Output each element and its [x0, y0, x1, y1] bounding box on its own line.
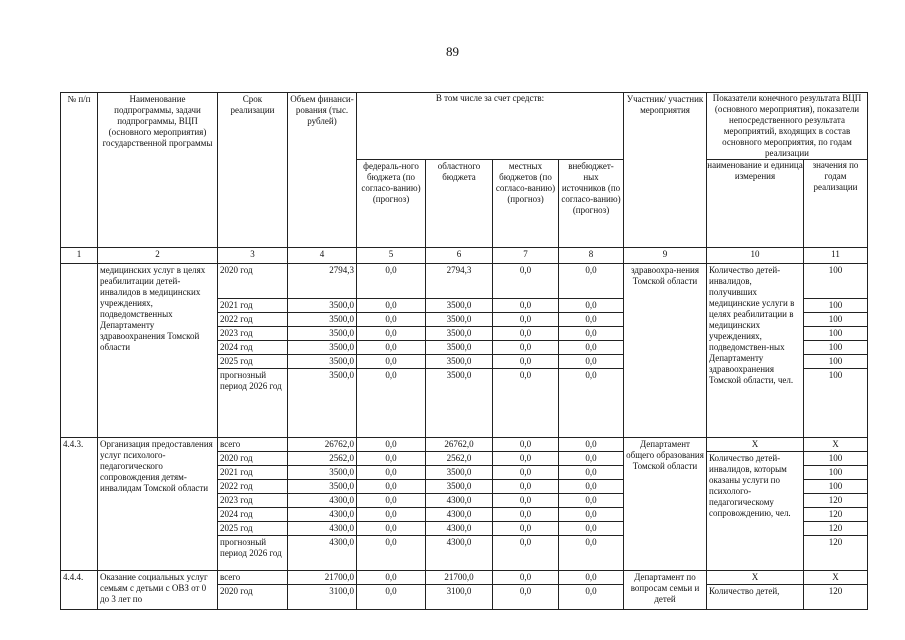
- row-number: 4.4.4.: [61, 571, 98, 610]
- period-cell: 2022 год: [218, 480, 288, 494]
- col-number: 5: [357, 248, 426, 264]
- row-number: 4.4.3.: [61, 438, 98, 571]
- federal-cell: 0,0: [357, 264, 426, 299]
- local-cell: 0,0: [493, 313, 559, 327]
- header-extra: внебюджет-ных источников (по согласо-ванию) (прогноз): [559, 160, 624, 248]
- volume-cell: 4300,0: [288, 508, 357, 522]
- header-indicators: Показатели конечного результата ВЦП (основного мероприятия), показатели непосредственного результата мероприятий, входящих в состав основного мероприятия, по годам реализации: [707, 93, 868, 160]
- period-cell: 2023 год: [218, 327, 288, 341]
- period-cell: 2020 год: [218, 452, 288, 466]
- volume-cell: 4300,0: [288, 536, 357, 571]
- local-cell: 0,0: [493, 466, 559, 480]
- indicator-value: 100: [804, 369, 868, 438]
- regional-cell: 26762,0: [426, 438, 493, 452]
- federal-cell: 0,0: [357, 494, 426, 508]
- federal-cell: 0,0: [357, 536, 426, 571]
- col-number: 7: [493, 248, 559, 264]
- period-cell: 2021 год: [218, 466, 288, 480]
- volume-cell: 4300,0: [288, 522, 357, 536]
- item-name: медицинских услуг в целях реабилитации детей-инвалидов в медицинских учреждениях, подведомственных Департаменту здравоохранения Томской области: [98, 264, 218, 438]
- local-cell: 0,0: [493, 355, 559, 369]
- regional-cell: 4300,0: [426, 522, 493, 536]
- local-cell: 0,0: [493, 452, 559, 466]
- regional-cell: 3500,0: [426, 480, 493, 494]
- regional-cell: 2794,3: [426, 264, 493, 299]
- period-cell: 2025 год: [218, 522, 288, 536]
- volume-cell: 3500,0: [288, 299, 357, 313]
- col-number: 1: [61, 248, 98, 264]
- regional-cell: 3500,0: [426, 355, 493, 369]
- program-table: [60, 92, 868, 610]
- federal-cell: 0,0: [357, 522, 426, 536]
- regional-cell: 4300,0: [426, 508, 493, 522]
- indicator-name: Х: [707, 438, 804, 452]
- indicator-name: Количество детей-инвалидов, которым оказаны услуги по психолого-педагогическому сопровождению, чел.: [707, 452, 804, 571]
- extra-cell: 0,0: [559, 494, 624, 508]
- regional-cell: 3500,0: [426, 327, 493, 341]
- local-cell: 0,0: [493, 341, 559, 355]
- period-cell: 2024 год: [218, 341, 288, 355]
- indicator-value: Х: [804, 571, 868, 585]
- header-including: В том числе за счет средств:: [357, 93, 624, 160]
- regional-cell: 3500,0: [426, 313, 493, 327]
- header-name: Наименование подпрограммы, задачи подпрограммы, ВЦП (основного мероприятия) государственной программы: [98, 93, 218, 248]
- col-number: 11: [804, 248, 868, 264]
- table-row: [61, 264, 868, 299]
- regional-cell: 3500,0: [426, 299, 493, 313]
- header-regional: областного бюджета: [426, 160, 493, 248]
- row-number: [61, 264, 98, 438]
- volume-cell: 3500,0: [288, 355, 357, 369]
- header-volume: Объем финанси-рования (тыс. рублей): [288, 93, 357, 248]
- participant-cell: Департамент по вопросам семьи и детей: [624, 571, 707, 610]
- local-cell: 0,0: [493, 438, 559, 452]
- indicator-value: 120: [804, 508, 868, 522]
- period-cell: 2020 год: [218, 585, 288, 610]
- extra-cell: 0,0: [559, 585, 624, 610]
- header-local: местных бюджетов (по согласо-ванию) (прогноз): [493, 160, 559, 248]
- volume-cell: 3500,0: [288, 313, 357, 327]
- extra-cell: 0,0: [559, 313, 624, 327]
- indicator-value: 100: [804, 480, 868, 494]
- local-cell: 0,0: [493, 327, 559, 341]
- period-cell: прогнозный период 2026 год: [218, 369, 288, 438]
- extra-cell: 0,0: [559, 522, 624, 536]
- federal-cell: 0,0: [357, 369, 426, 438]
- local-cell: 0,0: [493, 536, 559, 571]
- federal-cell: 0,0: [357, 452, 426, 466]
- indicator-value: 100: [804, 452, 868, 466]
- indicator-value: 120: [804, 585, 868, 610]
- col-number: 8: [559, 248, 624, 264]
- federal-cell: 0,0: [357, 585, 426, 610]
- participant-cell: здравоохра-нения Томской области: [624, 264, 707, 438]
- indicator-name: Количество детей,: [707, 585, 804, 610]
- indicator-value: 100: [804, 466, 868, 480]
- period-cell: 2020 год: [218, 264, 288, 299]
- regional-cell: 21700,0: [426, 571, 493, 585]
- col-number: 9: [624, 248, 707, 264]
- volume-cell: 3500,0: [288, 341, 357, 355]
- column-numbers-row: [61, 248, 868, 264]
- participant-cell: Департамент общего образования Томской области: [624, 438, 707, 571]
- extra-cell: 0,0: [559, 327, 624, 341]
- header-ind-values: значения по годам реализации: [804, 160, 868, 248]
- period-cell: всего: [218, 438, 288, 452]
- federal-cell: 0,0: [357, 299, 426, 313]
- period-cell: прогнозный период 2026 год: [218, 536, 288, 571]
- regional-cell: 2562,0: [426, 452, 493, 466]
- header-participant: Участник/ участник мероприятия: [624, 93, 707, 248]
- regional-cell: 3500,0: [426, 466, 493, 480]
- federal-cell: 0,0: [357, 327, 426, 341]
- period-cell: 2023 год: [218, 494, 288, 508]
- indicator-value: 120: [804, 536, 868, 571]
- volume-cell: 26762,0: [288, 438, 357, 452]
- regional-cell: 3500,0: [426, 369, 493, 438]
- federal-cell: 0,0: [357, 480, 426, 494]
- period-cell: 2021 год: [218, 299, 288, 313]
- indicator-value: 100: [804, 355, 868, 369]
- item-name: Оказание социальных услуг семьям с детьми с ОВЗ от 0 до 3 лет по: [98, 571, 218, 610]
- col-number: 10: [707, 248, 804, 264]
- header-period: Срок реализации: [218, 93, 288, 248]
- extra-cell: 0,0: [559, 508, 624, 522]
- federal-cell: 0,0: [357, 355, 426, 369]
- regional-cell: 3100,0: [426, 585, 493, 610]
- header-no: № п/п: [61, 93, 98, 248]
- extra-cell: 0,0: [559, 438, 624, 452]
- extra-cell: 0,0: [559, 341, 624, 355]
- period-cell: 2022 год: [218, 313, 288, 327]
- local-cell: 0,0: [493, 494, 559, 508]
- extra-cell: 0,0: [559, 264, 624, 299]
- federal-cell: 0,0: [357, 508, 426, 522]
- indicator-name: Количество детей-инвалидов, получивших медицинские услуги в целях реабилитации в медицинских учреждениях, подведомствен-ных Департаменту здравоохранения Томской области, чел.: [707, 264, 804, 438]
- regional-cell: 3500,0: [426, 341, 493, 355]
- volume-cell: 3100,0: [288, 585, 357, 610]
- extra-cell: 0,0: [559, 536, 624, 571]
- indicator-name: Х: [707, 571, 804, 585]
- item-name: Организация предоставления услуг психолого-педагогического сопровождения детям-инвалидам Томской области: [98, 438, 218, 571]
- volume-cell: 21700,0: [288, 571, 357, 585]
- page-number: 89: [446, 44, 459, 59]
- federal-cell: 0,0: [357, 313, 426, 327]
- extra-cell: 0,0: [559, 452, 624, 466]
- table-row: [61, 571, 868, 585]
- federal-cell: 0,0: [357, 341, 426, 355]
- extra-cell: 0,0: [559, 355, 624, 369]
- local-cell: 0,0: [493, 571, 559, 585]
- local-cell: 0,0: [493, 299, 559, 313]
- extra-cell: 0,0: [559, 369, 624, 438]
- period-cell: 2024 год: [218, 508, 288, 522]
- extra-cell: 0,0: [559, 466, 624, 480]
- volume-cell: 4300,0: [288, 494, 357, 508]
- header-row-1: [61, 93, 868, 160]
- indicator-value: Х: [804, 438, 868, 452]
- period-cell: 2025 год: [218, 355, 288, 369]
- indicator-value: 120: [804, 522, 868, 536]
- indicator-value: 120: [804, 494, 868, 508]
- regional-cell: 4300,0: [426, 494, 493, 508]
- indicator-value: 100: [804, 341, 868, 355]
- period-cell: всего: [218, 571, 288, 585]
- col-number: 2: [98, 248, 218, 264]
- header-federal: федераль-ного бюджета (по согласо-ванию) (прогноз): [357, 160, 426, 248]
- local-cell: 0,0: [493, 480, 559, 494]
- volume-cell: 3500,0: [288, 480, 357, 494]
- volume-cell: 3500,0: [288, 327, 357, 341]
- local-cell: 0,0: [493, 369, 559, 438]
- federal-cell: 0,0: [357, 571, 426, 585]
- regional-cell: 4300,0: [426, 536, 493, 571]
- federal-cell: 0,0: [357, 466, 426, 480]
- col-number: 4: [288, 248, 357, 264]
- table-row: [61, 438, 868, 452]
- federal-cell: 0,0: [357, 438, 426, 452]
- col-number: 3: [218, 248, 288, 264]
- volume-cell: 2562,0: [288, 452, 357, 466]
- indicator-value: 100: [804, 327, 868, 341]
- volume-cell: 2794,3: [288, 264, 357, 299]
- volume-cell: 3500,0: [288, 466, 357, 480]
- col-number: 6: [426, 248, 493, 264]
- extra-cell: 0,0: [559, 299, 624, 313]
- header-ind-name: наименование и единица измерения: [707, 160, 804, 248]
- extra-cell: 0,0: [559, 480, 624, 494]
- local-cell: 0,0: [493, 264, 559, 299]
- local-cell: 0,0: [493, 585, 559, 610]
- indicator-value: 100: [804, 313, 868, 327]
- volume-cell: 3500,0: [288, 369, 357, 438]
- indicator-value: 100: [804, 299, 868, 313]
- indicator-value: 100: [804, 264, 868, 299]
- extra-cell: 0,0: [559, 571, 624, 585]
- local-cell: 0,0: [493, 522, 559, 536]
- local-cell: 0,0: [493, 508, 559, 522]
